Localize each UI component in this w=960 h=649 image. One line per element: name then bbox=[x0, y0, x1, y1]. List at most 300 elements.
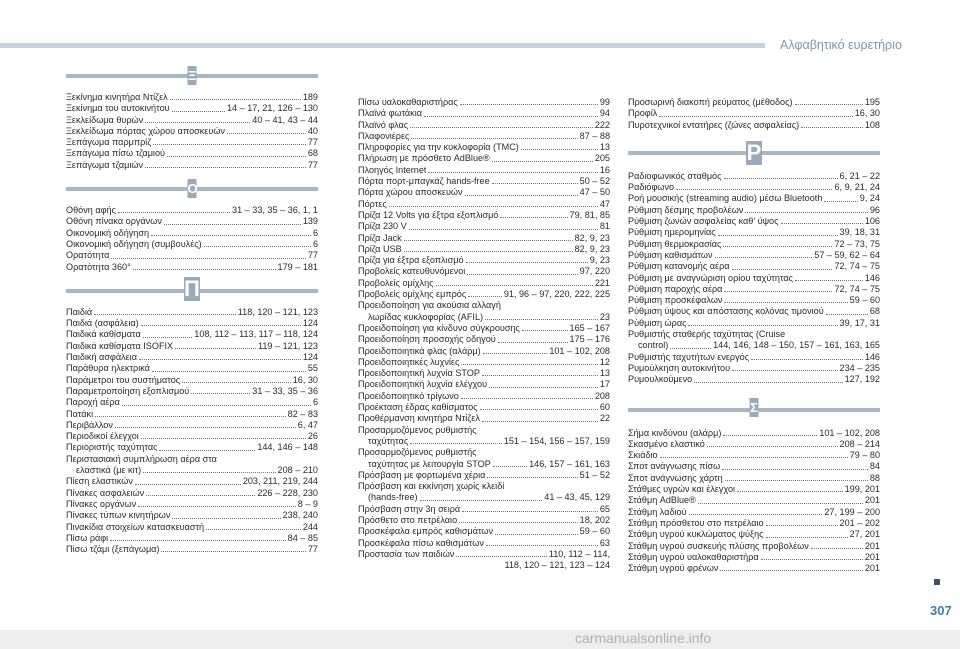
dot-leader bbox=[145, 122, 250, 123]
index-entry bbox=[66, 205, 318, 216]
index-entry bbox=[66, 522, 318, 533]
entry-pages: 18, 202 bbox=[579, 514, 610, 525]
index-entry bbox=[628, 541, 880, 552]
dot-leader bbox=[110, 540, 285, 541]
entry-term: Ρύθμιση ώρας bbox=[628, 317, 687, 328]
index-entry: Προσαρμοζόμενος ρυθμιστής bbox=[358, 424, 477, 435]
index-entry bbox=[358, 120, 610, 131]
section-letter: Σ bbox=[750, 399, 758, 415]
index-entry bbox=[358, 266, 610, 277]
entry-term: Παιδική ασφάλεια bbox=[66, 352, 137, 363]
dot-leader bbox=[465, 195, 578, 196]
entry-term: control) bbox=[638, 340, 669, 351]
entry-pages: 40 – 41, 43 – 44 bbox=[252, 114, 318, 125]
index-entry bbox=[66, 397, 318, 408]
page-marker-square bbox=[934, 579, 940, 585]
index-entry bbox=[358, 323, 610, 334]
index-entry bbox=[628, 250, 880, 261]
entry-term: Προέκταση έδρας καθίσματος bbox=[358, 402, 478, 413]
index-entry bbox=[358, 526, 610, 537]
entry-pages: 119 – 121, 123 bbox=[257, 340, 318, 351]
index-entry bbox=[358, 187, 610, 198]
dot-leader bbox=[522, 330, 568, 331]
index-entry bbox=[628, 318, 880, 329]
entry-term: Προβολείς ομίχλης εμπρός bbox=[358, 289, 467, 300]
entry-pages: 226 – 228, 230 bbox=[257, 487, 318, 498]
index-entry bbox=[66, 544, 318, 555]
dot-leader bbox=[521, 149, 598, 150]
entry-pages: 59 – 60 bbox=[579, 526, 610, 537]
entry-term: Ρυμουλκούμενο bbox=[628, 374, 693, 385]
dot-leader bbox=[766, 537, 848, 538]
page-number: 307 bbox=[930, 603, 952, 618]
dot-leader bbox=[145, 167, 306, 168]
index-entry bbox=[358, 210, 610, 221]
dot-leader bbox=[720, 570, 862, 571]
index-entry bbox=[358, 368, 610, 379]
entry-term: Σήμα κινδύνου (αλάρμ) bbox=[628, 427, 722, 438]
section-header-rho bbox=[628, 131, 880, 171]
dot-leader bbox=[468, 296, 502, 297]
entry-term: Ξεπάγωμα τζαμιών bbox=[66, 159, 144, 170]
dot-leader bbox=[688, 325, 837, 326]
entry-pages: 22 bbox=[599, 413, 610, 424]
index-entry bbox=[66, 476, 318, 487]
entry-pages: 146 bbox=[864, 351, 880, 362]
entry-pages: 201 bbox=[864, 563, 880, 574]
dot-leader bbox=[182, 382, 291, 383]
entry-pages: 244 bbox=[302, 521, 318, 532]
index-entry bbox=[358, 413, 610, 424]
entry-pages: 144, 146 – 148 bbox=[257, 442, 318, 453]
entry-term: Ραδιόφωνο bbox=[628, 182, 675, 193]
index-entry bbox=[628, 374, 880, 385]
index-column-2 bbox=[358, 97, 610, 571]
index-entry bbox=[628, 428, 880, 439]
index-entry bbox=[358, 131, 610, 142]
entry-pages: 13 bbox=[599, 142, 610, 153]
entry-term: Προειδοποιητικό τρίγωνο bbox=[358, 390, 459, 401]
entry-term: Παιδικά καθίσματα ISOFIX bbox=[66, 340, 174, 351]
entry-term: Στάθμη λαδιού bbox=[628, 506, 687, 517]
entry-pages: 179 – 181 bbox=[277, 261, 318, 272]
entry-term: Ρύθμιση παροχής αέρα bbox=[628, 283, 723, 294]
dot-leader bbox=[456, 556, 546, 557]
entry-pages: 110, 112 – 114, bbox=[548, 548, 610, 559]
entry-term: Πίνακες οργάνων bbox=[66, 498, 137, 509]
entry-pages: 97, 220 bbox=[579, 266, 610, 277]
entry-pages: 208 – 210 bbox=[277, 465, 318, 476]
entry-pages: 124 bbox=[302, 318, 318, 329]
section-header-sigma bbox=[628, 386, 880, 428]
entry-term: Προειδοποιητικά φλας (αλάρμ) bbox=[358, 345, 481, 356]
index-entry bbox=[628, 495, 880, 506]
dot-leader bbox=[707, 446, 838, 447]
index-entry bbox=[628, 450, 880, 461]
entry-pages: 31 – 33, 35 – 36, 1, 1 bbox=[232, 205, 318, 216]
index-entry bbox=[628, 182, 880, 193]
entry-term: Προβολείς ομίχλης bbox=[358, 277, 434, 288]
entry-list bbox=[66, 307, 318, 556]
entry-pages: 108, 112 – 113, 117 – 118, 124 bbox=[194, 329, 318, 340]
index-entry bbox=[66, 341, 318, 352]
dot-leader bbox=[737, 491, 843, 492]
dot-leader bbox=[489, 387, 598, 388]
dot-leader bbox=[498, 342, 568, 343]
index-entry bbox=[66, 262, 318, 273]
index-entry bbox=[358, 289, 610, 300]
entry-pages: 63 bbox=[599, 537, 610, 548]
index-entry bbox=[66, 375, 318, 386]
entry-term: Παροχή αέρα bbox=[66, 397, 120, 408]
entry-term: Παράθυρα ηλεκτρικά bbox=[66, 363, 150, 374]
entry-list bbox=[628, 97, 880, 131]
entry-pages: 72 – 73, 75 bbox=[834, 238, 880, 249]
entry-term: Πίεση ελαστικών bbox=[66, 476, 133, 487]
entry-list bbox=[628, 428, 880, 575]
index-entry bbox=[628, 205, 880, 216]
index-entry bbox=[66, 126, 318, 137]
dot-leader bbox=[781, 223, 863, 224]
entry-pages: 13 bbox=[599, 368, 610, 379]
entry-term: Στάθμη υγρού υαλοκαθαριστήρα bbox=[628, 551, 759, 562]
entry-pages: 6 bbox=[312, 397, 318, 408]
dot-leader bbox=[135, 484, 241, 485]
entry-term: Πρίζα 230 V bbox=[358, 221, 407, 232]
entry-pages: 77 bbox=[307, 159, 318, 170]
dot-leader bbox=[164, 224, 301, 225]
index-entry bbox=[66, 386, 318, 397]
entry-term: Ρύθμιση ζωνών ασφαλείας καθ' ύψος bbox=[628, 216, 779, 227]
dot-leader bbox=[492, 161, 593, 162]
dot-leader bbox=[483, 353, 548, 354]
entry-term: Πλαϊνό φλας bbox=[358, 119, 409, 130]
entry-pages: 12 bbox=[599, 356, 610, 367]
dot-leader bbox=[424, 116, 598, 117]
dot-leader bbox=[724, 302, 847, 303]
dot-leader bbox=[462, 511, 598, 512]
dot-leader bbox=[122, 405, 311, 406]
dot-leader bbox=[94, 314, 236, 315]
dot-leader bbox=[466, 262, 588, 263]
index-entry bbox=[66, 148, 318, 159]
entry-pages: 6, 21 – 22 bbox=[839, 170, 880, 181]
dot-leader bbox=[461, 364, 598, 365]
dot-leader bbox=[811, 548, 863, 549]
dot-leader bbox=[676, 189, 832, 190]
entry-pages: 23 bbox=[599, 311, 610, 322]
dot-leader bbox=[411, 138, 577, 139]
index-entry bbox=[66, 352, 318, 363]
dot-leader bbox=[161, 551, 305, 552]
index-entry bbox=[628, 461, 880, 472]
entry-term: Προσκέφαλα εμπρός καθισμάτων bbox=[358, 526, 494, 537]
entry-term: ελαστικά (με κιτ) bbox=[76, 465, 142, 476]
entry-pages: 16, 30 bbox=[292, 374, 318, 385]
entry-pages: 77 bbox=[307, 250, 318, 261]
entry-term: Ρύθμιση θερμοκρασίας bbox=[628, 238, 722, 249]
entry-term: Προστασία των παιδιών bbox=[358, 548, 455, 559]
index-entry bbox=[358, 233, 610, 244]
entry-pages: 47 – 50 bbox=[579, 187, 610, 198]
index-entry bbox=[358, 153, 610, 164]
entry-pages: 39, 17, 31 bbox=[839, 317, 880, 328]
entry-term: Πίσω υαλοκαθαριστήρας bbox=[358, 97, 458, 107]
entry-term: Πόρτα πορτ-μπαγκάζ hands-free bbox=[358, 176, 490, 187]
section-letter: Ο bbox=[187, 181, 198, 197]
index-entry bbox=[358, 459, 610, 470]
entry-pages: 65 bbox=[599, 503, 610, 514]
entry-term: Πρίζα για έξτρα εξοπλισμό bbox=[358, 255, 464, 266]
watermark-text: carmanualsonline.info bbox=[575, 630, 712, 646]
index-entry bbox=[358, 97, 610, 108]
dot-leader bbox=[95, 416, 286, 417]
entry-pages: 51 – 52 bbox=[579, 469, 610, 480]
entry-term: Ξεκλείδωμα θυρών bbox=[66, 114, 144, 125]
entry-term: Πόρτα χώρου αποσκευών bbox=[358, 187, 463, 198]
dot-leader bbox=[694, 382, 842, 383]
index-entry bbox=[358, 278, 610, 289]
entry-pages: 6 bbox=[312, 227, 318, 238]
dot-leader bbox=[689, 514, 823, 515]
entry-pages: 82, 9, 23 bbox=[574, 232, 610, 243]
index-entry bbox=[66, 510, 318, 521]
entry-term: Ρυθμιστής ταχυτήτων ενεργός bbox=[628, 351, 750, 362]
entry-term: Πρίζα USB bbox=[358, 243, 402, 254]
entry-term: Περιοριστής ταχύτητας bbox=[66, 442, 158, 453]
dot-leader bbox=[428, 172, 597, 173]
entry-pages: 6, 9, 21, 24 bbox=[834, 182, 880, 193]
index-entry bbox=[66, 250, 318, 261]
entry-pages: 199, 201 bbox=[844, 484, 880, 495]
entry-term: Πλοηγός Internet bbox=[358, 164, 427, 175]
dot-leader bbox=[718, 235, 838, 236]
index-entry bbox=[358, 402, 610, 413]
index-column-1 bbox=[66, 58, 318, 555]
dot-leader bbox=[389, 206, 598, 207]
entry-term: Στάθμη υγρού συσκευής πλύσης προβολέων bbox=[628, 540, 809, 551]
dot-leader bbox=[795, 104, 863, 105]
dot-leader bbox=[493, 466, 527, 467]
dot-leader bbox=[660, 457, 848, 458]
entry-term: Πίνακες ασφαλειών bbox=[66, 487, 145, 498]
entry-term: Πλαϊνά φωτάκια bbox=[358, 108, 422, 119]
entry-list bbox=[66, 205, 318, 273]
entry-pages: 9, 24 bbox=[859, 193, 880, 204]
entry-pages: 203, 211, 219, 244 bbox=[242, 476, 318, 487]
dot-leader bbox=[751, 359, 863, 360]
index-entry bbox=[628, 439, 880, 450]
index-entry bbox=[628, 552, 880, 563]
index-entry bbox=[66, 420, 318, 431]
dot-leader bbox=[722, 469, 868, 470]
entry-pages: 50 – 52 bbox=[579, 176, 610, 187]
index-entry bbox=[628, 295, 880, 306]
index-entry bbox=[358, 176, 610, 187]
entry-list bbox=[66, 92, 318, 171]
index-entry bbox=[358, 549, 610, 560]
entry-pages: 94 bbox=[599, 108, 610, 119]
entry-pages: 87 – 88 bbox=[579, 130, 610, 141]
dot-leader bbox=[766, 525, 838, 526]
entry-term: Ξεπάγωμα παρμπρίζ bbox=[66, 137, 152, 148]
entry-pages: 124 bbox=[302, 352, 318, 363]
dot-leader bbox=[732, 370, 837, 371]
entry-pages: 26 bbox=[307, 431, 318, 442]
entry-pages: 108 bbox=[864, 119, 880, 130]
entry-pages: 146, 157 – 161, 163 bbox=[529, 458, 610, 469]
dot-leader bbox=[143, 472, 275, 473]
dot-leader bbox=[170, 99, 301, 100]
index-entry bbox=[66, 103, 318, 114]
index-entry bbox=[66, 318, 318, 329]
entry-pages: 57 – 59, 62 – 64 bbox=[814, 249, 880, 260]
entry-pages: 101 – 102, 208 bbox=[549, 345, 610, 356]
entry-term: Πρόσβαση στην 3η σειρά bbox=[358, 503, 461, 514]
index-entry bbox=[358, 221, 610, 232]
dot-leader bbox=[404, 240, 573, 241]
dot-leader bbox=[761, 559, 863, 560]
entry-pages: 165 – 167 bbox=[569, 322, 610, 333]
entry-pages: 14 – 17, 21, 126 – 130 bbox=[226, 103, 318, 114]
entry-term: Στάθμη AdBlue® bbox=[628, 495, 696, 506]
entry-term: Ρύθμιση κατανομής αέρα bbox=[628, 261, 730, 272]
entry-pages: 201 bbox=[864, 551, 880, 562]
entry-pages: 201 bbox=[864, 495, 880, 506]
entry-pages: 205 bbox=[594, 153, 610, 164]
entry-list bbox=[358, 97, 610, 571]
dot-leader bbox=[723, 246, 832, 247]
index-entry bbox=[66, 499, 318, 510]
index-entry bbox=[66, 431, 318, 442]
index-entry bbox=[628, 563, 880, 574]
section-letter: Ρ bbox=[746, 139, 762, 165]
entry-pages: 16 bbox=[599, 164, 610, 175]
index-entry bbox=[66, 329, 318, 340]
entry-term: Ορατότητα bbox=[66, 250, 110, 261]
index-entry bbox=[628, 352, 880, 363]
index-entry bbox=[628, 273, 880, 284]
entry-pages: 81 bbox=[599, 221, 610, 232]
section-header-omicron bbox=[66, 171, 318, 205]
entry-pages: 59 – 60 bbox=[849, 295, 880, 306]
entry-pages: 88 bbox=[869, 472, 880, 483]
entry-term: Ρύθμιση με αναγνώριση ορίου ταχύτητας bbox=[628, 272, 794, 283]
entry-term: Παιδιά (ασφάλεια) bbox=[66, 318, 139, 329]
entry-pages: 234 – 235 bbox=[839, 362, 880, 373]
index-entry bbox=[358, 165, 610, 176]
entry-pages: 41 – 43, 45, 129 bbox=[544, 492, 610, 503]
entry-term: Ξεκίνημα κινητήρα Ντίζελ bbox=[66, 92, 168, 102]
index-entry bbox=[66, 137, 318, 148]
entry-term: Ραδιοφωνικός σταθμός bbox=[628, 170, 722, 181]
entry-pages: 201 – 202 bbox=[839, 517, 880, 528]
index-entry: 118, 120 – 121, 123 – 124 bbox=[504, 560, 610, 571]
index-entry bbox=[358, 334, 610, 345]
dot-leader bbox=[138, 506, 296, 507]
index-entry bbox=[628, 261, 880, 272]
dot-leader bbox=[118, 212, 230, 213]
dot-leader bbox=[460, 104, 598, 105]
dot-leader bbox=[206, 529, 301, 530]
entry-term: Πίσω τζάμι (ξεπάγωμα) bbox=[66, 544, 160, 555]
index-entry bbox=[628, 284, 880, 295]
dot-leader bbox=[801, 127, 863, 128]
dot-leader bbox=[410, 127, 593, 128]
dot-leader bbox=[461, 398, 593, 399]
entry-pages: 68 bbox=[869, 306, 880, 317]
dot-leader bbox=[133, 269, 276, 270]
entry-pages: 118, 120 – 121, 123 bbox=[237, 306, 318, 317]
entry-pages: 16, 30 bbox=[854, 108, 880, 119]
entry-pages: 144, 146, 148 – 150, 157 – 161, 163, 165 bbox=[713, 340, 880, 351]
entry-pages: 6 bbox=[312, 238, 318, 249]
dot-leader bbox=[467, 274, 577, 275]
entry-term: ταχύτητας bbox=[368, 435, 409, 446]
dot-leader bbox=[486, 545, 598, 546]
entry-term: Πρόσθετο στο πετρέλαιο bbox=[358, 514, 458, 525]
entry-term: Προειδοποιητική λυχνία STOP bbox=[358, 368, 480, 379]
entry-term: λωρίδας κυκλοφορίας (AFIL) bbox=[368, 311, 484, 322]
index-entry bbox=[628, 239, 880, 250]
entry-pages: 68 bbox=[307, 148, 318, 159]
index-entry bbox=[628, 529, 880, 540]
index-entry bbox=[358, 199, 610, 210]
entry-term: Πινακίδια στοιχείων κατασκευαστή bbox=[66, 521, 205, 532]
dot-leader bbox=[143, 337, 193, 338]
dot-leader bbox=[745, 212, 868, 213]
dot-leader bbox=[191, 393, 250, 394]
entry-term: Προσκέφαλα πίσω καθισμάτων bbox=[358, 537, 484, 548]
index-entry bbox=[628, 306, 880, 317]
entry-pages: 127, 192 bbox=[844, 374, 880, 385]
dot-leader bbox=[172, 518, 280, 519]
entry-term: Προειδοποιητική λυχνία ελέγχου bbox=[358, 379, 488, 390]
entry-pages: 77 bbox=[307, 137, 318, 148]
index-entry bbox=[358, 492, 610, 503]
dot-leader bbox=[795, 280, 863, 281]
entry-term: Ροή μουσικής (streaming audio) μέσω Bluetooth bbox=[628, 193, 823, 204]
entry-term: Προειδοποιητικές λυχνίες bbox=[358, 356, 460, 367]
entry-pages: 55 bbox=[307, 363, 318, 374]
index-entry bbox=[628, 108, 880, 119]
entry-pages: 72, 74 – 75 bbox=[834, 261, 880, 272]
entry-term: Πλήρωση με πρόσθετο AdBlue® bbox=[358, 153, 490, 164]
dot-leader bbox=[487, 477, 577, 478]
entry-pages: 106 bbox=[864, 216, 880, 227]
entry-term: Παιδιά bbox=[66, 306, 93, 317]
entry-term: Προφίλ bbox=[628, 108, 658, 119]
entry-term: Ξεκίνημα του αυτοκινήτου bbox=[66, 103, 170, 114]
index-entry bbox=[66, 533, 318, 544]
entry-term: Παιδικά καθίσματα bbox=[66, 329, 141, 340]
entry-term: Ξεπάγωμα πίσω τζαμιού bbox=[66, 148, 165, 159]
entry-term: Πρόσβαση με φορτωμένα χέρια bbox=[358, 469, 486, 480]
dot-leader bbox=[172, 111, 225, 112]
index-entry bbox=[66, 488, 318, 499]
dot-leader bbox=[153, 144, 306, 145]
index-entry bbox=[628, 193, 880, 204]
index-entry bbox=[628, 507, 880, 518]
entry-term: Πλαφονιέρες bbox=[358, 130, 410, 141]
dot-leader bbox=[111, 258, 305, 259]
entry-pages: 79 – 80 bbox=[849, 450, 880, 461]
index-entry: Περιστασιακή συμπλήρωση αέρα στα bbox=[66, 453, 217, 464]
entry-term: Στάθμη πρόσθετου στο πετρέλαιο bbox=[628, 517, 764, 528]
index-entry bbox=[66, 363, 318, 374]
index-entry bbox=[66, 92, 318, 103]
dot-leader bbox=[698, 503, 863, 504]
